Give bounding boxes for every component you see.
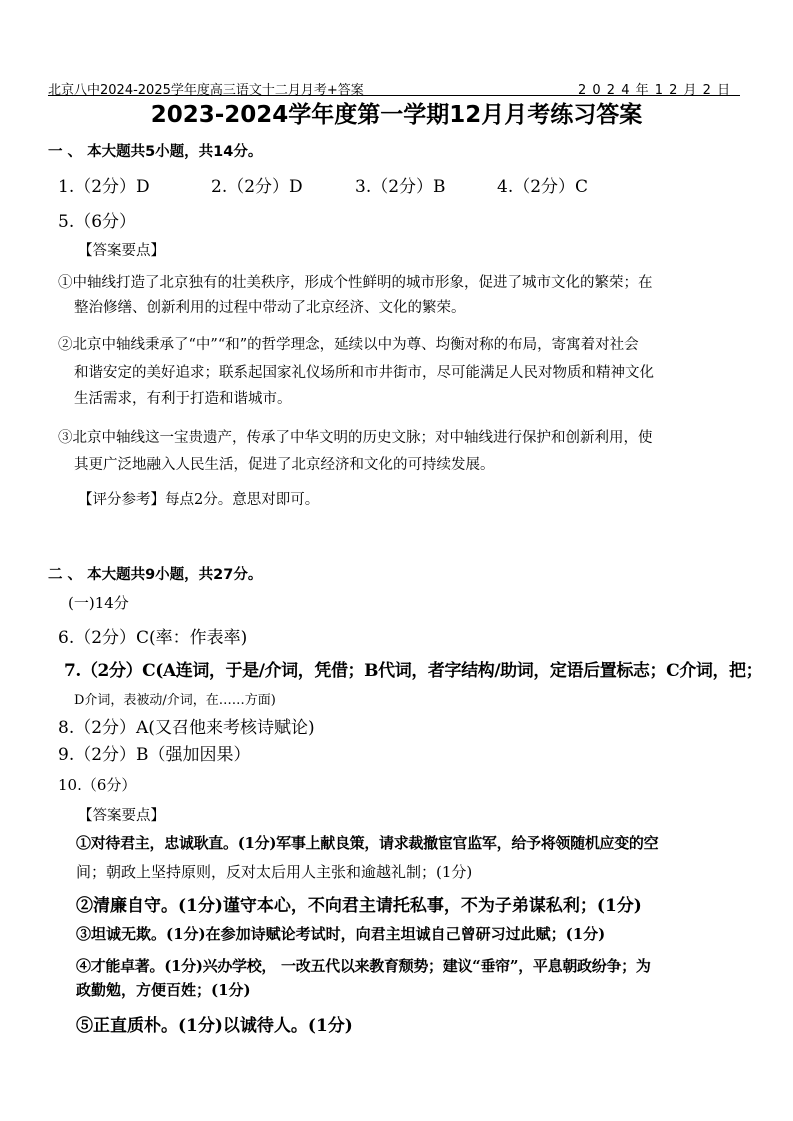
q5-scoring: 【评分参考】每点2分。意思对即可。	[78, 492, 320, 508]
answer-1: 1.（2分）D	[58, 177, 150, 197]
answer-3: 3.（2分）B	[355, 177, 446, 197]
q5-point2-line2: 和谐安定的美好追求；联系起国家礼仪场所和市井街市，尽可能满足人民对物质和精神文化	[74, 365, 654, 381]
q5-point1-line1: ①中轴线打造了北京独有的壮美秩序，形成个性鲜明的城市形象，促进了城市文化的繁荣；在	[58, 275, 653, 291]
header-right: 2 0 2 4 年 1 2 月 2 日	[578, 83, 732, 98]
q10-label: 10.（6分）	[58, 776, 137, 794]
q5-label: 5.（6分）	[58, 212, 137, 232]
header-left: 北京八中2024-2025学年度高三语文十二月月考+答案	[48, 83, 364, 98]
q10-point2: ②清廉自守。(1分)谨守本心，不向君主请托私事，不为子弟谋私利；(1分)	[76, 896, 642, 916]
q10-point5: ⑤正直质朴。(1分)以诚待人。(1分)	[76, 1016, 353, 1036]
q5-point3-line1: ③北京中轴线这一宝贵遗产，传承了中华文明的历史文脉；对中轴线进行保护和创新利用，使	[58, 430, 653, 446]
q5-point3-line2: 其更广泛地融入人民生活，促进了北京经济和文化的可持续发展。	[74, 457, 495, 473]
q7-answer-line1: 7.（2分）C(A连词，于是/介词，凭借；B代词，者字结构/助词，定语后置标志；C介词，把；	[64, 661, 763, 681]
q9-answer: 9.（2分）B（强加因果）	[58, 745, 251, 765]
page-title: 2023-2024学年度第一学期12月月考练习答案	[150, 102, 643, 128]
section2-sub: (一)14分	[68, 594, 129, 612]
answer-4: 4.（2分）C	[497, 177, 589, 197]
q10-point4-line1: ④才能卓著。(1分)兴办学校， 一改五代以来教育颓势；建议“垂帘”，平息朝政纷争；为	[76, 957, 651, 975]
q6-answer: 6.（2分）C(率：作表率)	[58, 628, 248, 648]
q10-key-label: 【答案要点】	[78, 808, 165, 824]
section2-heading: 二 、 本大题共9小题，共27分。	[48, 567, 263, 583]
q10-point1-line2: 间；朝政上坚持原则，反对太后用人主张和逾越礼制；(1分)	[76, 863, 473, 881]
q10-point3: ③坦诚无欺。(1分)在参加诗赋论考试时，向君主坦诚自己曾研习过此赋；(1分)	[76, 925, 606, 943]
q10-point4-line2: 政勤勉，方便百姓；(1分)	[76, 981, 251, 999]
q8-answer: 8.（2分）A(又召他来考核诗赋论)	[58, 718, 315, 738]
q5-point1-line2: 整治修缮、创新利用的过程中带动了北京经济、文化的繁荣。	[74, 300, 466, 316]
q5-point2-line3: 生活需求，有利于打造和谐城市。	[74, 391, 292, 407]
q10-point1-line1: ①对待君主，忠诚耿直。(1分)军事上献良策，请求裁撤宦官监军，给予将领随机应变的空	[76, 834, 659, 852]
q5-point2-line1: ②北京中轴线秉承了“中”“和”的哲学理念，延续以中为尊、均衡对称的布局，寄寓着对社会	[58, 337, 639, 353]
answer-2: 2.（2分）D	[211, 177, 303, 197]
section1-heading: 一 、 本大题共5小题，共14分。	[48, 144, 263, 160]
q7-answer-line2: D介词，表被动/介词，在……方面)	[74, 693, 276, 708]
q5-key-label: 【答案要点】	[78, 243, 165, 259]
